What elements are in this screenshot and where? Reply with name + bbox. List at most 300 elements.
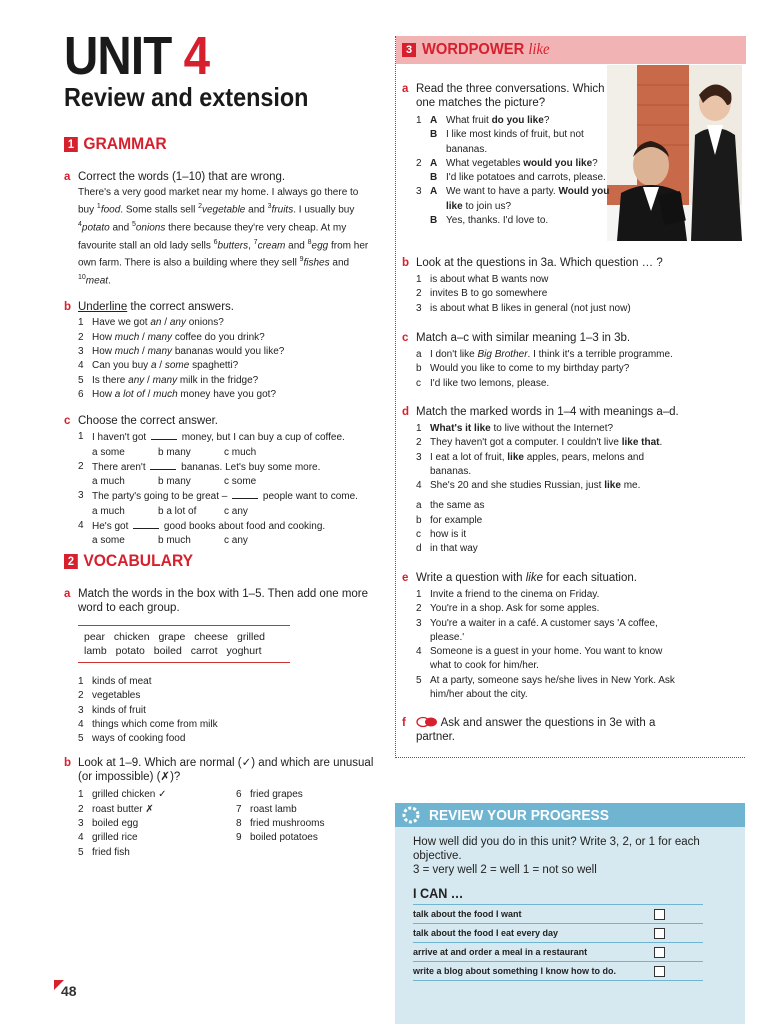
- text-run: I haven't got: [92, 432, 149, 444]
- text-run: to live without the Internet?: [490, 423, 614, 434]
- item-number: 2: [78, 690, 84, 702]
- item-number: b: [416, 514, 422, 526]
- text-run: She's 20 and she studies Russian, just: [430, 480, 605, 492]
- item-text: [92, 489, 358, 504]
- answer-option: c any: [224, 505, 248, 517]
- item-text: [92, 460, 320, 475]
- answer-blank: [151, 430, 177, 440]
- item-number: 4: [78, 832, 84, 844]
- speaker-b: B: [430, 129, 438, 141]
- conversation-line-b: [416, 128, 616, 157]
- superscript-number: 1: [96, 203, 101, 211]
- list-item: [236, 788, 324, 802]
- item-text: the same as: [430, 500, 485, 512]
- text-run: . I think it's a terrible programme.: [527, 349, 673, 360]
- wordpower-section: [395, 36, 746, 758]
- conversation-line-b: [416, 171, 616, 185]
- italic-run: Big Brother: [477, 349, 528, 360]
- list-item: [416, 542, 746, 556]
- text-run: I don't like: [430, 349, 478, 360]
- list-item: [78, 489, 374, 504]
- vocabulary-heading: 2 VOCABULARY: [64, 551, 349, 571]
- item-number: 4: [416, 480, 422, 492]
- item-text: [430, 377, 549, 391]
- vocabulary-section: [64, 551, 374, 860]
- bold-run: do you like: [491, 115, 544, 126]
- item-number: 2: [416, 288, 422, 300]
- text-run: and: [329, 257, 350, 269]
- answer-option: a much: [92, 476, 125, 488]
- italic-run: many: [147, 346, 173, 358]
- answer-options: [78, 475, 374, 489]
- italic-run: food: [100, 204, 121, 216]
- list-item: [78, 817, 236, 831]
- text-run: What vegetables: [446, 157, 524, 169]
- text-run: from her own farm. There is also a building where they sell: [78, 239, 369, 269]
- review-heading: REVIEW YOUR PROGRESS: [395, 803, 745, 827]
- list-item: [416, 287, 746, 301]
- superscript-number: 4: [78, 220, 82, 228]
- text-run: /: [161, 317, 170, 329]
- objective-text: arrive at and order a meal in a restaurant: [413, 947, 588, 957]
- item-text: At a party, someone says he/she lives in New York. Ask him/her about the city.: [430, 674, 675, 701]
- italic-run: many: [147, 331, 173, 343]
- text-run: bananas would you like?: [172, 346, 285, 358]
- wp-e-list: [416, 588, 686, 702]
- italic-run: any: [128, 374, 145, 386]
- item-number: 9: [236, 832, 242, 844]
- grammar-a: a Correct the words (1–10) that are wrong. There's a very good market near my home. I always go there to buy $^1$food. Some stalls sell $^2$vegetable and $^3$fruits. I usually buy $^4$potato and $^5$onions there because they're very cheap. At my favourite stall an old lady sells $^6$butters, $^7$cream and $^8$egg from her own farm. There is also a building where they sell $^9$fishes and $^{10}$meat.: [64, 170, 374, 288]
- list-item: [416, 348, 746, 362]
- item-text: is about what B wants now: [430, 274, 549, 285]
- item-number: 5: [78, 374, 84, 386]
- italic-run: fishes: [303, 257, 330, 269]
- text-run: . I usually buy: [293, 204, 355, 216]
- item-text: ways of cooking food: [92, 733, 186, 745]
- italic-run: potato: [81, 222, 110, 234]
- grammar-b: b Underline the correct answers. 1 Have we got an / any onions? 2 How much / many coffee do you drink? 3 How much / many bananas would you like? 4 Can you buy a / some spaghetti? 5 Is there any / many milk in the fridge? 6 How a lot of / much money have you got?: [64, 300, 374, 402]
- italic-run: many: [152, 374, 178, 386]
- list-item: [416, 645, 686, 674]
- item-text: [92, 345, 284, 359]
- item-text: fried fish: [92, 846, 130, 858]
- list-item: [78, 374, 374, 388]
- list-item: [416, 674, 686, 703]
- item-text: roast butter ✗: [92, 803, 154, 815]
- answer-option: b a lot of: [158, 505, 197, 517]
- text-run: /: [156, 360, 165, 372]
- item-number: 2: [416, 157, 422, 169]
- objective-text: write a blog about something I know how to do.: [413, 966, 616, 976]
- item-number: 3: [416, 186, 422, 198]
- wordpower-e: e Write a question with like for each situation. 1 Invite a friend to the cinema on Friday. 2 You're in a shop. Ask for some apples. 3 You're a waiter in a café. A customer says 'A coffee, please.' 4 Someone is a guest in your home. You want to know what to cook for him/her. 5 At a party, someone says he/she lives in New York. Ask him/her about the city.: [402, 571, 746, 702]
- item-number: 3: [78, 490, 84, 502]
- item-number: 2: [78, 803, 84, 815]
- line-text: I like most kinds of fruit, but not bananas.: [446, 129, 584, 155]
- item-text: roast lamb: [250, 803, 297, 815]
- ican-row: [413, 961, 703, 980]
- list-item: [78, 704, 374, 718]
- list-item: [78, 689, 374, 703]
- list-item: [78, 718, 374, 732]
- review-scale: 3 = very well 2 = well 1 = not so well: [413, 864, 597, 876]
- item-number: 6: [236, 789, 242, 801]
- bold-run: like: [507, 451, 524, 463]
- italic-run: some: [164, 360, 190, 372]
- item-number: a: [416, 349, 422, 360]
- list-item: [416, 362, 746, 376]
- superscript-number: 3: [267, 203, 272, 211]
- item-text: [430, 479, 640, 493]
- grammar-c-list: [78, 430, 374, 548]
- list-item: [236, 803, 324, 817]
- text-run: We want to have a party.: [446, 186, 559, 198]
- text-run: spaghetti?: [189, 360, 239, 372]
- italic-run: fruits: [271, 204, 294, 216]
- vocab-b-right: [236, 788, 324, 859]
- bold-run: Would you like: [446, 186, 610, 212]
- italic-run: vegetable: [202, 204, 246, 216]
- text-run: How: [92, 346, 115, 358]
- italic-run: much: [114, 331, 140, 343]
- item-number: b: [416, 363, 422, 375]
- item-number: 2: [416, 603, 422, 615]
- list-item: [78, 359, 374, 373]
- text-run: me.: [620, 480, 641, 492]
- answer-options: [78, 534, 374, 548]
- item-number: 2: [78, 331, 84, 343]
- wordpower-c: c Match a–c with similar meaning 1–3 in 3b. a I don't like Big Brother. I think it's a terrible programme. b Would you like to come to my birthday party? c I'd like two lemons, please.: [402, 331, 746, 391]
- text-run: Is there: [92, 374, 129, 386]
- item-text: grilled chicken ✓: [92, 789, 167, 801]
- item-text: fried mushrooms: [250, 818, 325, 830]
- item-number: 4: [416, 646, 422, 658]
- italic-run: an: [150, 317, 162, 329]
- answer-option: a some: [92, 535, 125, 547]
- wp-c-list: [416, 348, 746, 391]
- item-text: for example: [430, 514, 483, 526]
- item-text: grilled rice: [92, 832, 138, 844]
- italic-run: a: [150, 360, 157, 372]
- vocab-a-list: [78, 675, 374, 746]
- text-run: Can you buy: [92, 360, 151, 372]
- superscript-number: 10: [78, 273, 86, 281]
- item-number: c: [416, 529, 421, 541]
- text-run: There aren't: [92, 461, 149, 473]
- text-run: Have we got: [92, 317, 151, 329]
- wordpower-a: a Read the three conversations. Which one matches the picture? 1 A What fruit do you like? B I like most kinds of fruit, but not bananas. 2 A What vegetables would you like? B I'd like potatoes and carrots, please. 3 A We want to have a party. Would you like to join us? B Yes, thanks. I'd love to.: [402, 82, 616, 228]
- superscript-number: 8: [307, 238, 312, 246]
- restaurant-photo: [607, 65, 742, 241]
- text-run: . Some stalls sell: [120, 204, 199, 216]
- conversation-line-b: [416, 214, 616, 228]
- text-run: /: [139, 331, 148, 343]
- italic-run: any: [169, 317, 186, 329]
- wp-a-conversations: [416, 114, 616, 228]
- superscript-number: 5: [131, 220, 136, 228]
- list-item: [416, 588, 686, 602]
- ican-title: I CAN …: [413, 885, 464, 901]
- text-run: money, but I can buy a cup of coffee.: [178, 432, 345, 444]
- italic-run: cream: [257, 239, 286, 251]
- line-text: I'd like potatoes and carrots, please.: [446, 172, 606, 184]
- text-run: Would you like to come to my birthday party?: [430, 363, 630, 375]
- text-run: What fruit: [446, 115, 492, 126]
- ican-row: [413, 904, 703, 923]
- item-number: 3: [416, 302, 422, 314]
- list-item: [78, 846, 236, 860]
- list-item: [416, 514, 746, 528]
- item-number: 3: [78, 818, 84, 830]
- text-run: apples, pears, melons and bananas.: [430, 451, 645, 477]
- grammar-b-list: [78, 316, 374, 402]
- item-number: 1: [78, 317, 84, 329]
- item-number: a: [416, 500, 422, 512]
- text-run: They haven't got a computer. I couldn't live: [430, 437, 622, 449]
- answer-option: b many: [158, 446, 191, 458]
- item-text: [430, 348, 673, 362]
- list-item: [78, 803, 236, 817]
- item-text: boiled potatoes: [250, 832, 318, 844]
- bold-run: like that: [621, 437, 660, 449]
- item-number: 1: [78, 431, 84, 443]
- item-text: [430, 451, 686, 480]
- wp-d-meanings: [416, 499, 746, 556]
- item-text: You're a waiter in a café. A customer says 'A coffee, please.': [430, 617, 658, 643]
- item-number: 6: [78, 388, 84, 400]
- list-item: [416, 436, 686, 450]
- item-text: [92, 331, 265, 345]
- item-text: vegetables: [92, 690, 141, 702]
- text-run: good books about food and cooking.: [161, 520, 326, 532]
- unit-subtitle: Review and extension: [64, 82, 309, 112]
- superscript-number: 2: [198, 203, 202, 211]
- answer-option: b many: [158, 476, 191, 488]
- item-text: in that way: [430, 543, 478, 555]
- text-run: How: [92, 388, 115, 400]
- wp-b-list: [416, 273, 746, 316]
- list-item: [78, 345, 374, 359]
- bold-run: What's it like: [430, 423, 491, 434]
- text-run: people want to come.: [260, 491, 358, 503]
- text-run: .: [659, 437, 663, 449]
- ican-row: [413, 942, 703, 961]
- text-run: .: [108, 275, 111, 287]
- conversation-line-a: [416, 185, 616, 214]
- list-item: [416, 617, 686, 646]
- answer-blank: [133, 519, 159, 529]
- item-text: [92, 316, 224, 330]
- list-item: [78, 675, 374, 689]
- item-number: 5: [78, 733, 84, 745]
- item-text: kinds of meat: [92, 676, 152, 687]
- objective-checkbox[interactable]: [654, 928, 665, 939]
- italic-run: butters: [217, 239, 249, 251]
- item-number: 2: [78, 460, 84, 472]
- text-run: there because they're very cheap. At my favourite stall an old lady sells: [78, 222, 347, 251]
- text-run: I eat a lot of fruit,: [430, 451, 508, 463]
- item-text: Invite a friend to the cinema on Friday.: [430, 589, 600, 600]
- wordpower-d: d Match the marked words in 1–4 with meanings a–d. 1 What's it like to live without the Internet? 2 They haven't got a computer. I couldn't live like that. 3 I eat a lot of fruit, like apples, pears, melons and bananas. 4 She's 20 and she studies Russian, just like me. a the same as b for example c how is it d in that way: [402, 405, 746, 557]
- superscript-number: 7: [253, 238, 258, 246]
- text-run: /: [139, 346, 148, 358]
- item-text: [92, 388, 276, 402]
- item-text: boiled egg: [92, 818, 139, 830]
- line-text: [446, 114, 549, 128]
- list-item: [78, 388, 374, 402]
- list-item: [416, 451, 686, 480]
- superscript-number: 6: [213, 238, 218, 246]
- item-number: [416, 128, 430, 157]
- grammar-c: c Choose the correct answer. 1 I haven't got money, but I can buy a cup of coffee. a some b many c much 2 There aren't bananas. Let's buy some more. a much b many c some 3 The party's going to be great – people want to come. a much b a lot of c any 4 He's got good books about food and cooking. a some b much c any: [64, 414, 374, 548]
- grammar-heading: 1 GRAMMAR: [64, 134, 349, 154]
- wordpower-bottom-rule: [395, 757, 745, 758]
- item-text: invites B to go somewhere: [430, 288, 548, 300]
- conversation-line-a: [416, 157, 616, 171]
- wordpower-f: f Ask and answer the questions in 3e with a partner.: [402, 717, 656, 743]
- list-item: [78, 460, 374, 475]
- item-text: [430, 362, 629, 376]
- italic-run: egg: [311, 239, 329, 251]
- item-text: things which come from milk: [92, 718, 218, 730]
- item-number: 4: [78, 718, 84, 730]
- objective-text: talk about the food I want: [413, 909, 522, 919]
- list-item: [78, 331, 374, 345]
- list-item: [236, 817, 324, 831]
- review-panel: [395, 803, 745, 1024]
- list-item: [416, 302, 746, 316]
- item-text: how is it: [430, 529, 467, 541]
- item-number: 5: [416, 674, 422, 686]
- list-item: [416, 377, 746, 391]
- text-run: ?: [543, 115, 550, 126]
- item-number: 4: [78, 519, 84, 531]
- bold-run: would you like: [523, 157, 593, 169]
- text-run: bananas. Let's buy some more.: [178, 461, 321, 473]
- answer-blank: [232, 489, 258, 499]
- text-run: coffee do you drink?: [172, 331, 265, 343]
- item-text: Someone is a guest in your home. You want to know what to cook for him/her.: [430, 646, 663, 672]
- objective-checkbox[interactable]: [654, 966, 665, 977]
- item-number: 1: [78, 676, 84, 687]
- item-number: 1: [416, 115, 422, 126]
- text-run: He's got: [92, 520, 132, 532]
- italic-run: much: [114, 346, 140, 358]
- item-number: 1: [78, 789, 84, 801]
- objective-checkbox[interactable]: [654, 947, 665, 958]
- list-item: [236, 831, 324, 845]
- list-item: [416, 499, 746, 513]
- item-text: [430, 436, 662, 450]
- answer-option: c some: [224, 476, 257, 488]
- answer-option: b much: [158, 535, 191, 547]
- item-text: kinds of fruit: [92, 704, 146, 716]
- item-text: [92, 430, 345, 445]
- text-run: money have you got?: [177, 388, 277, 400]
- vocabulary-a: a Match the words in the box with 1–5. Then add one more word to each group. pear chicken grape cheese grilled lamb potato boiled carrot yoghurt 1 kinds of meat 2 vegetables 3 kinds of fruit 4 things which come from milk 5 ways of cooking food: [64, 587, 374, 746]
- grammar-section: [64, 134, 374, 549]
- item-number: 2: [416, 437, 422, 449]
- list-item: [78, 519, 374, 534]
- item-number: 3: [78, 704, 84, 716]
- text-run: I'd like two lemons, please.: [430, 377, 550, 389]
- answer-option: c much: [224, 446, 257, 458]
- text-run: There's a very good market near my home. I always go there to buy: [78, 187, 359, 216]
- text-run: ?: [592, 157, 598, 169]
- text-run: milk in the fridge?: [177, 374, 259, 386]
- list-item: [416, 528, 746, 542]
- text-run: ,: [248, 239, 254, 251]
- speaker-b: B: [430, 215, 438, 227]
- answer-options: [78, 446, 374, 460]
- item-text: You're in a shop. Ask for some apples.: [430, 603, 600, 615]
- wp-d-list: [416, 422, 686, 493]
- item-text: fried grapes: [250, 789, 303, 801]
- text-run: The party's going to be great –: [92, 491, 231, 503]
- text-run: onions?: [185, 317, 224, 329]
- speaker-a: A: [430, 186, 438, 198]
- item-text: [92, 359, 238, 373]
- progress-cycle-icon: [401, 805, 421, 825]
- grammar-a-paragraph: [78, 186, 374, 288]
- review-intro: How well did you do in this unit? Write 3, 2, or 1 for each objective.: [413, 836, 700, 862]
- objective-checkbox[interactable]: [654, 909, 665, 920]
- waiter-picture-icon: [607, 65, 742, 241]
- list-item: [78, 732, 374, 746]
- list-item: [416, 422, 686, 436]
- item-number: 1: [416, 423, 422, 434]
- list-item: [416, 273, 746, 287]
- unit-title: UNIT 4: [64, 26, 210, 86]
- wordpower-heading: 3 WORDPOWER like: [396, 36, 746, 64]
- item-number: d: [416, 543, 422, 555]
- line-text: [446, 157, 598, 171]
- list-item: [78, 316, 374, 330]
- item-number: 7: [236, 803, 242, 815]
- item-number: 3: [416, 451, 422, 463]
- text-run: to join us?: [462, 200, 512, 212]
- text-run: /: [144, 388, 154, 400]
- item-text: [430, 422, 613, 436]
- speaker-a: A: [430, 157, 438, 169]
- answer-option: c any: [224, 535, 248, 547]
- italic-run: meat: [85, 275, 109, 287]
- answer-option: a much: [92, 505, 125, 517]
- answer-options: [78, 505, 374, 519]
- item-number: 1: [416, 589, 422, 600]
- line-text: Yes, thanks. I'd love to.: [446, 215, 549, 227]
- bold-run: like: [604, 480, 621, 492]
- speaker-b: B: [430, 172, 438, 184]
- text-run: /: [144, 374, 153, 386]
- item-number: [416, 171, 430, 185]
- list-item: [78, 788, 236, 802]
- list-item: [416, 602, 686, 616]
- list-item: [78, 831, 236, 845]
- vocabulary-b: b Look at 1–9. Which are normal (✓) and which are unusual (or impossible) (✗)? 1 grilled chicken ✓ 2 roast butter ✗ 3 boiled egg 4 grilled rice 5 fried fish 6 fried grapes 7 roast lamb 8 fried mushrooms 9 boiled potatoes: [64, 756, 374, 859]
- item-text: is about what B likes in general (not just now): [430, 302, 631, 314]
- item-number: 4: [78, 360, 84, 372]
- item-number: [416, 214, 430, 228]
- item-number: 8: [236, 818, 242, 830]
- italic-run: onions: [135, 222, 166, 234]
- list-item: [416, 479, 686, 493]
- line-text: [446, 185, 616, 214]
- item-number: 5: [78, 846, 84, 858]
- answer-blank: [150, 460, 176, 470]
- italic-run: a lot of: [114, 388, 145, 400]
- text-run: and: [109, 222, 132, 234]
